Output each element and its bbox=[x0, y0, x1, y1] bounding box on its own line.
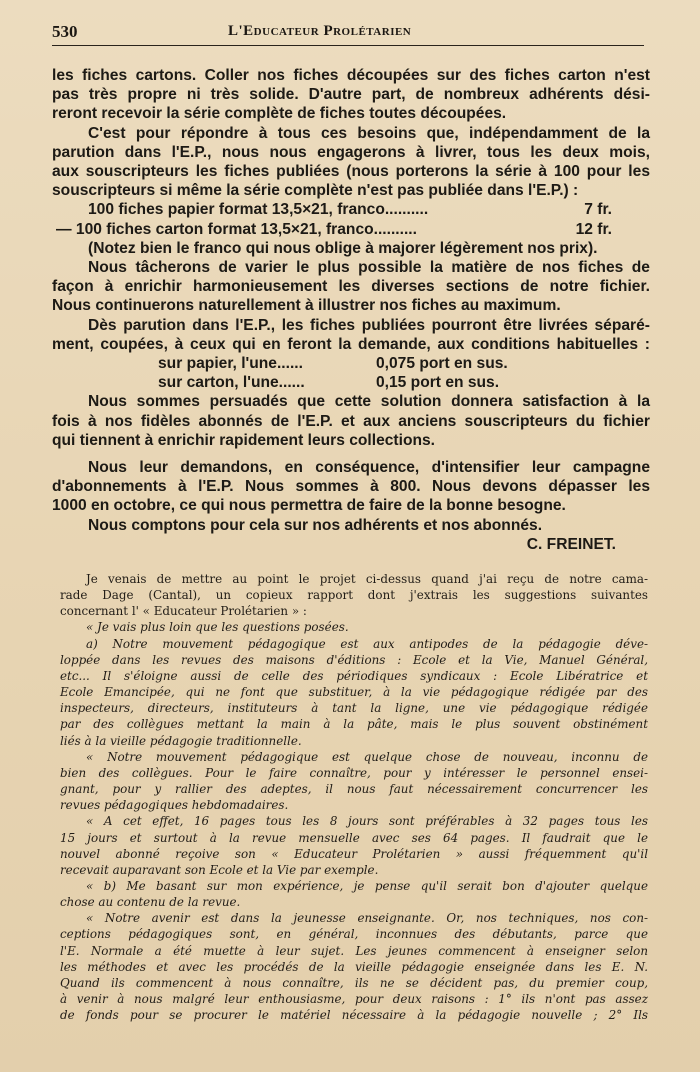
text-line: Nous comptons pour cela sur nos adhérents et nos abonnés. bbox=[88, 516, 543, 534]
text-line: inspecteurs, directeurs, instituteurs à tant la ligne, une vie pédagogique rédigée bbox=[60, 701, 648, 716]
price-line bbox=[52, 200, 650, 219]
text-line: chose au contenu de la revue. bbox=[60, 895, 241, 910]
text-line: bien des collègues. Pour le faire connaître, pour y intéresser le personnel ensei- bbox=[60, 765, 648, 780]
text-line: liés à la vieille pédagogie traditionnelle. bbox=[60, 733, 302, 748]
text-line: souscripteurs si même la série complète n'est pas publiée dans l'E.P.) : bbox=[52, 182, 579, 200]
text-line: ment, coupées, à ceux qui en feront la demande, aux conditions habituelles : bbox=[52, 335, 650, 353]
page-header bbox=[52, 20, 644, 46]
text-line: revues pédagogiques hebdomadaires. bbox=[60, 798, 289, 813]
rate-label: sur carton, l'une...... bbox=[158, 374, 305, 392]
price-amount: 12 fr. bbox=[575, 220, 612, 238]
text-line: de fonds pour se procurer le matériel nécessaire à la pédagogie nouvelle ; 2° Ils bbox=[60, 1008, 648, 1023]
text-line: Dès parution dans l'E.P., les fiches publiées pourront être livrées séparé- bbox=[88, 316, 650, 334]
text-line: par des collègues mettant la main à la pâte, mais le plus souvent obstinément bbox=[60, 717, 648, 732]
price-amount: 7 fr. bbox=[584, 201, 612, 219]
text-line: Je venais de mettre au point le projet ci-dessus quand j'ai reçu de notre cama- bbox=[86, 572, 648, 586]
text-line: Nous tâcherons de varier le plus possible la matière de nos fiches de bbox=[88, 259, 650, 277]
main-article bbox=[52, 66, 650, 554]
page-number: 530 bbox=[52, 22, 78, 41]
text-line: ceptions pédagogiques sont, en général, inconnues des débutants, parce que bbox=[60, 927, 648, 942]
text-line: « Je vais plus loin que les questions posées. bbox=[86, 620, 349, 635]
rate-value: 0,075 port en sus. bbox=[376, 355, 508, 373]
text-line: Ecole Emancipée, qui ne font que substituer, à la vie pédagogique rédigée par des bbox=[60, 685, 648, 700]
text-line: (Notez bien le franco qui nous oblige à majorer légèrement nos prix). bbox=[88, 239, 598, 257]
text-line: rade Dage (Cantal), un copieux rapport dont j'extrais les suggestions suivantes bbox=[60, 588, 648, 603]
text-line: « b) Me basant sur mon expérience, je pense qu'il serait bon d'ajouter quelque bbox=[86, 878, 648, 893]
text-line: 1000 en octobre, ce qui nous permettra de faire de la bonne besogne. bbox=[52, 497, 566, 515]
quoted-report bbox=[60, 571, 648, 1023]
text-line: recevait auparavant son Ecole et la Vie par exemple. bbox=[60, 862, 379, 877]
text-line: fois à nos fidèles abonnés de l'E.P. et aux anciens souscripteurs du fichier bbox=[52, 412, 650, 430]
text-line: a) Notre mouvement pédagogique est aux antipodes de la pédagogie déve- bbox=[86, 636, 648, 651]
text-line: qui tiennent à enrichir rapidement leurs collections. bbox=[52, 431, 435, 449]
text-line: aux souscripteurs les fiches publiées (nous porterons la série à 100 pour les bbox=[52, 163, 650, 181]
text-line: « Notre avenir est dans la jeunesse enseignante. Or, nos techniques, nos con- bbox=[86, 911, 648, 926]
text-line: loppée dans les revues des maisons d'éditions : Ecole et la Vie, Manuel Général, bbox=[60, 652, 648, 667]
text-line: Nous leur demandons, en conséquence, d'intensifier leur campagne bbox=[88, 459, 650, 477]
text-line: C'est pour répondre à tous ces besoins que, indépendamment de la bbox=[88, 124, 650, 142]
rate-line bbox=[52, 354, 650, 373]
text-line: parution dans l'E.P., nous nous engagerons à livrer, tous les deux mois, bbox=[52, 143, 650, 161]
header-rule bbox=[52, 45, 644, 46]
price-label: — 100 fiches carton format 13,5×21, franco.......... bbox=[56, 220, 417, 238]
price-line bbox=[52, 220, 650, 239]
text-line: Quand ils commencent à nous connaître, ils ne se décident pas, du premier coup, bbox=[60, 975, 648, 990]
text-line: reront recevoir la série complète de fiches toutes découpées. bbox=[52, 105, 507, 123]
text-line: Nous sommes persuadés que cette solution donnera satisfaction à la bbox=[88, 393, 650, 411]
signature: C. FREINET. bbox=[526, 535, 616, 553]
rate-label: sur papier, l'une...... bbox=[158, 355, 303, 373]
text-line: nouvel abonné reçoive son « Educateur Prolétarien » aussi fréquemment qu'il bbox=[60, 846, 648, 861]
text-line: pas très propre ni très solide. D'autre part, de nombreux adhérents dési- bbox=[52, 86, 650, 104]
text-line: Nous continuerons naturellement à illustrer nos fiches au maximum. bbox=[52, 297, 561, 315]
text-line: 15 jours et surtout à la revue mensuelle avec ses 64 pages. Il faudrait que le bbox=[60, 830, 648, 845]
text-line: etc... Il s'éloigne aussi de celle des périodiques syndicaux : Ecole Libératrice et bbox=[60, 668, 648, 683]
text-line: gnant, pour y rallier des adeptes, il nous faut nécessairement concurrencer les bbox=[60, 782, 648, 797]
price-label: 100 fiches papier format 13,5×21, franco.......... bbox=[88, 201, 429, 219]
text-line: « A cet effet, 16 pages tous les 8 jours sont préférables à 32 pages tous les bbox=[86, 814, 648, 829]
rate-line bbox=[52, 373, 650, 392]
text-line: concernant l' « Educateur Prolétarien » : bbox=[60, 604, 307, 619]
text-line: les fiches cartons. Coller nos fiches découpées sur des fiches carton n'est bbox=[52, 67, 650, 84]
running-title: L'Educateur Prolétarien bbox=[228, 23, 412, 39]
text-line: « Notre mouvement pédagogique est quelque chose de nouveau, inconnu de bbox=[86, 749, 648, 764]
rate-value: 0,15 port en sus. bbox=[376, 374, 500, 392]
text-line: les méthodes et avec les procédés de la vieille pédagogie enseignée dans les E. N. bbox=[60, 959, 648, 974]
text-line: d'abonnements à l'E.P. Nous sommes à 800. Nous devons dépasser les bbox=[52, 478, 650, 496]
text-line: à venir à nous malgré leur enthousiasme, pour deux raisons : 1° ils n'ont pas assez bbox=[60, 992, 648, 1007]
text-line: façon à enrichir harmonieusement les diverses sections de notre fichier. bbox=[52, 278, 650, 296]
text-line: l'E. Normale a été muette à leur sujet. Les jeunes commencent à enseigner selon bbox=[60, 943, 648, 958]
